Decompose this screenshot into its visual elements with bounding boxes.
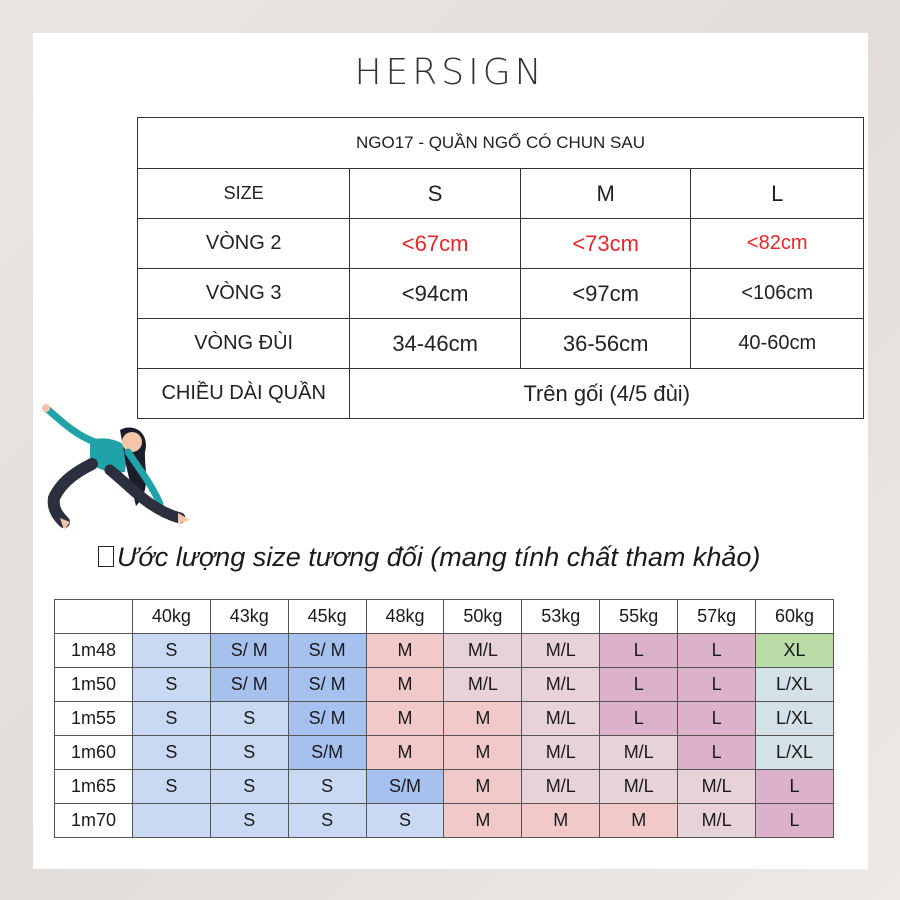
size-cell: M (366, 702, 444, 736)
estimate-heading-text: Ước lượng size tương đối (mang tính chất tham khảo) (117, 542, 761, 572)
size-cell: M (444, 804, 522, 838)
height-label: 1m65 (55, 770, 133, 804)
height-row (55, 702, 834, 736)
size-cell (132, 804, 210, 838)
size-cell: M/L (600, 736, 678, 770)
waist-label: VÒNG 2 (138, 219, 350, 269)
weight-header: 45kg (288, 600, 366, 634)
weight-header: 53kg (522, 600, 600, 634)
size-cell: S (132, 668, 210, 702)
brand-logo: HERSIGN (354, 52, 546, 93)
size-cell: M (444, 702, 522, 736)
size-cell: L (600, 634, 678, 668)
size-cell: L (678, 634, 756, 668)
waist-m: <73cm (520, 219, 691, 269)
size-cell: L (756, 770, 834, 804)
size-cell: S/ M (288, 668, 366, 702)
size-cell: M/L (678, 770, 756, 804)
estimate-table (54, 599, 834, 838)
size-cell: M (366, 736, 444, 770)
size-cell: S (132, 702, 210, 736)
height-row (55, 770, 834, 804)
yoga-woman-icon (40, 400, 190, 530)
height-row (55, 804, 834, 838)
thigh-row (138, 319, 864, 369)
size-cell: M (600, 804, 678, 838)
waist-row (138, 219, 864, 269)
hip-l: <106cm (691, 269, 864, 319)
size-cell: S/M (366, 770, 444, 804)
height-row (55, 668, 834, 702)
waist-l: <82cm (691, 219, 864, 269)
size-cell: M (522, 804, 600, 838)
size-cell: L (756, 804, 834, 838)
size-cell: S/M (288, 736, 366, 770)
length-label: CHIỀU DÀI QUẦN (138, 369, 350, 419)
size-header-l: L (691, 169, 864, 219)
size-cell: L (678, 736, 756, 770)
size-cell: M/L (522, 702, 600, 736)
size-cell: L/XL (756, 702, 834, 736)
height-label: 1m50 (55, 668, 133, 702)
size-cell: L (600, 702, 678, 736)
weight-header: 48kg (366, 600, 444, 634)
weight-header: 43kg (210, 600, 288, 634)
size-cell: L/XL (756, 736, 834, 770)
size-header-m: M (520, 169, 691, 219)
size-cell: S (132, 770, 210, 804)
hip-label: VÒNG 3 (138, 269, 350, 319)
size-cell: M/L (444, 634, 522, 668)
size-cell: S (210, 770, 288, 804)
size-cell: M/L (522, 668, 600, 702)
size-header-label: SIZE (138, 169, 350, 219)
checkbox-glyph-icon (98, 546, 114, 567)
weight-header: 40kg (132, 600, 210, 634)
size-cell: S (132, 736, 210, 770)
size-cell: S/ M (288, 634, 366, 668)
height-label: 1m70 (55, 804, 133, 838)
length-row (138, 369, 864, 419)
size-cell: S (366, 804, 444, 838)
size-cell: M (366, 634, 444, 668)
size-cell: M/L (522, 770, 600, 804)
size-cell: S (210, 736, 288, 770)
height-row (55, 634, 834, 668)
waist-s: <67cm (350, 219, 521, 269)
size-cell: S/ M (210, 668, 288, 702)
size-cell: S/ M (210, 634, 288, 668)
estimate-heading (98, 542, 760, 573)
size-table (137, 117, 864, 419)
size-cell: L (678, 702, 756, 736)
size-cell: S (210, 804, 288, 838)
height-label: 1m60 (55, 736, 133, 770)
height-label: 1m48 (55, 634, 133, 668)
size-cell: M/L (522, 634, 600, 668)
size-cell: L (678, 668, 756, 702)
length-value: Trên gối (4/5 đùi) (350, 369, 864, 419)
size-cell: S (132, 634, 210, 668)
size-cell: M/L (678, 804, 756, 838)
thigh-s: 34-46cm (350, 319, 521, 369)
size-cell: M (366, 668, 444, 702)
size-cell: M/L (600, 770, 678, 804)
size-cell: M/L (522, 736, 600, 770)
size-table-title: NGO17 - QUẦN NGỐ CÓ CHUN SAU (138, 118, 864, 169)
size-cell: M (444, 770, 522, 804)
size-cell: M/L (444, 668, 522, 702)
size-header-s: S (350, 169, 521, 219)
thigh-label: VÒNG ĐÙI (138, 319, 350, 369)
thigh-m: 36-56cm (520, 319, 691, 369)
size-cell: L/XL (756, 668, 834, 702)
height-row (55, 736, 834, 770)
weight-header: 55kg (600, 600, 678, 634)
size-cell: S/ M (288, 702, 366, 736)
height-label: 1m55 (55, 702, 133, 736)
hip-row (138, 269, 864, 319)
weight-header: 57kg (678, 600, 756, 634)
size-cell: S (288, 770, 366, 804)
size-cell: M (444, 736, 522, 770)
weight-header-row (55, 600, 834, 634)
weight-header: 50kg (444, 600, 522, 634)
weight-header: 60kg (756, 600, 834, 634)
size-cell: S (288, 804, 366, 838)
hip-m: <97cm (520, 269, 691, 319)
size-cell: S (210, 702, 288, 736)
hip-s: <94cm (350, 269, 521, 319)
size-cell: L (600, 668, 678, 702)
corner-cell (55, 600, 133, 634)
size-cell: XL (756, 634, 834, 668)
thigh-l: 40-60cm (691, 319, 864, 369)
